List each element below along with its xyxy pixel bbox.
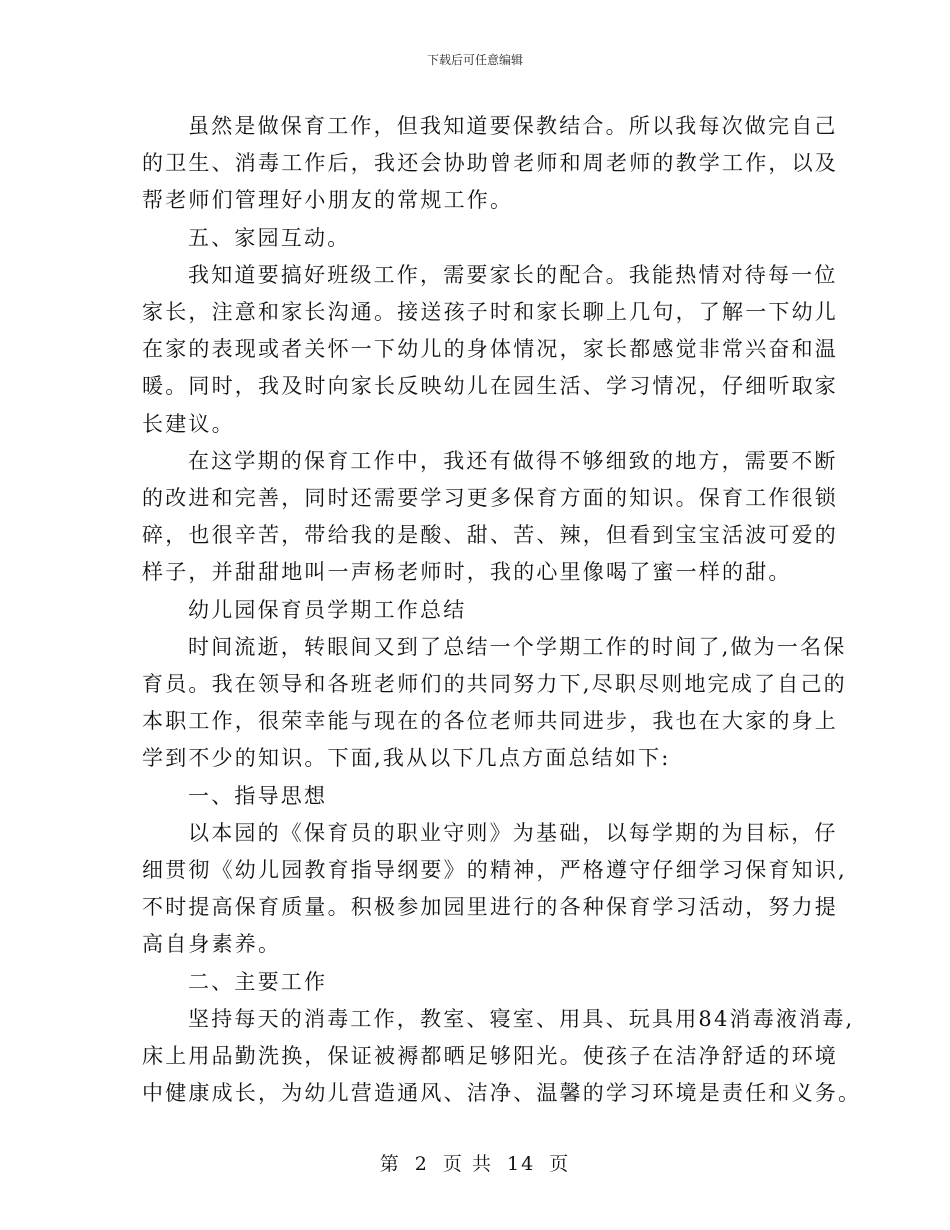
text-line: 在这学期的保育工作中，我还有做得不够细致的地方，需要不断 xyxy=(188,448,838,473)
text-line: 碎，也很辛苦，带给我的是酸、甜、苦、辣，但看到宝宝活波可爱的 xyxy=(142,523,838,548)
page-header xyxy=(0,52,950,68)
text-line: 床上用品勤洗换，保证被褥都晒足够阳光。使孩子在洁净舒适的环境 xyxy=(142,1044,838,1069)
text-line: 细贯彻《幼儿园教育指导纲要》的精神，严格遵守仔细学习保育知识, xyxy=(142,858,847,883)
text-line: 暖。同时，我及时向家长反映幼儿在园生活、学习情况，仔细听取家 xyxy=(142,374,838,399)
text-line: 不时提高保育质量。积极参加园里进行的各种保育学习活动，努力提 xyxy=(142,895,838,920)
section-heading xyxy=(142,778,822,815)
header-text: 下载后可任意编辑 xyxy=(426,53,523,67)
text-line: 一、指导思想 xyxy=(188,783,328,808)
document-body xyxy=(142,108,862,1112)
section-heading xyxy=(142,964,822,1001)
paragraph xyxy=(142,108,838,220)
text-line: 我知道要搞好班级工作，需要家长的配合。我能热情对待每一位 xyxy=(188,262,838,287)
text-line: 样子，并甜甜地叫一声杨老师时，我的心里像喝了蜜一样的甜。 xyxy=(142,560,792,585)
total-pages-number: 14 xyxy=(507,1153,536,1175)
text-line: 帮老师们管理好小朋友的常规工作。 xyxy=(142,188,514,213)
current-page-number: 2 xyxy=(414,1153,429,1175)
text-line: 的改进和完善，同时还需要学习更多保育方面的知识。保育工作很锁 xyxy=(142,486,838,511)
text-line: 五、家园互动。 xyxy=(188,225,351,250)
text-line: 幼儿园保育员学期工作总结 xyxy=(188,597,467,622)
paragraph xyxy=(142,1001,862,1113)
section-heading xyxy=(142,220,822,257)
document-title xyxy=(142,592,822,629)
text-line: 虽然是做保育工作，但我知道要保教结合。所以我每次做完自己 xyxy=(188,114,838,138)
paragraph xyxy=(142,443,838,592)
page-footer xyxy=(0,1152,950,1176)
text-line: 高自身素养。 xyxy=(142,932,282,957)
text-line: 学到不少的知识。下面,我从以下几点方面总结如下: xyxy=(142,746,671,771)
text-line: 在家的表现或者关怀一下幼儿的身体情况，家长都感觉非常兴奋和温 xyxy=(142,337,838,362)
text-line: 以本园的《保育员的职业守则》为基础，以每学期的为目标，仔 xyxy=(188,820,838,845)
footer-middle: 页 共 xyxy=(442,1153,493,1175)
text-line: 的卫生、消毒工作后，我还会协助曾老师和周老师的教学工作，以及 xyxy=(142,151,838,176)
text-line: 育员。我在领导和各班老师们的共同努力下,尽职尽则地完成了自己的 xyxy=(142,672,847,697)
footer-prefix: 第 xyxy=(379,1153,401,1175)
text-line: 本职工作，很荣幸能与现在的各位老师共同进步，我也在大家的身上 xyxy=(142,709,838,734)
text-line: 长建议。 xyxy=(142,411,235,436)
text-line: 坚持每天的消毒工作，教室、寝室、用具、玩具用84消毒液消毒, xyxy=(188,1006,855,1031)
paragraph xyxy=(142,815,847,964)
paragraph xyxy=(142,629,847,778)
text-line: 中健康成长，为幼儿营造通风、洁净、温馨的学习环境是责任和义务。 xyxy=(142,1081,862,1106)
text-line: 二、主要工作 xyxy=(188,969,328,994)
text-line: 时间流逝，转眼间又到了总结一个学期工作的时间了,做为一名保 xyxy=(188,634,847,659)
paragraph xyxy=(142,257,838,443)
footer-suffix: 页 xyxy=(549,1153,571,1175)
text-line: 家长，注意和家长沟通。接送孩子时和家长聊上几句，了解一下幼儿 xyxy=(142,300,838,325)
